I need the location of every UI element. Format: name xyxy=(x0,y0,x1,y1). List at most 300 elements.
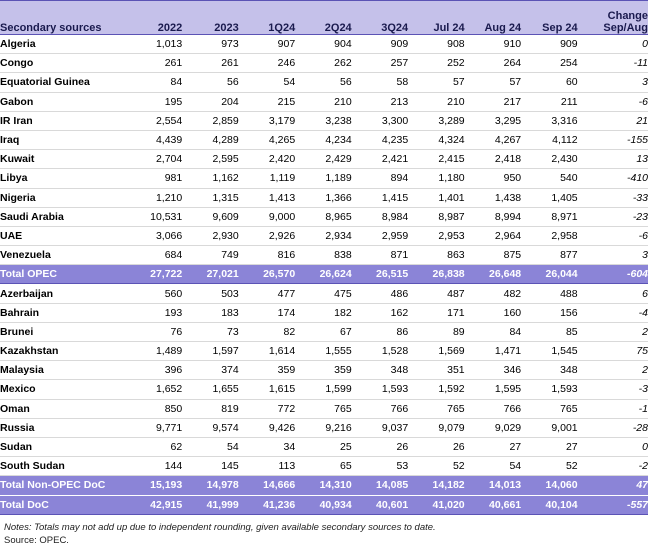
row-name: Oman xyxy=(0,399,126,418)
row-value-0: 3,066 xyxy=(126,226,182,245)
row-value-1: 183 xyxy=(182,303,238,322)
row-name: Algeria xyxy=(0,35,126,54)
row-value-4: 40,601 xyxy=(352,495,408,514)
row-value-3: 65 xyxy=(295,457,351,476)
row-value-3: 1,189 xyxy=(295,169,351,188)
row-value-7: 9,001 xyxy=(521,418,577,437)
row-spacer xyxy=(578,130,589,149)
row-value-1: 145 xyxy=(182,457,238,476)
row-value-2: 9,000 xyxy=(239,207,295,226)
row-change: -410 xyxy=(588,169,648,188)
row-value-3: 4,234 xyxy=(295,130,351,149)
row-value-2: 54 xyxy=(239,73,295,92)
footer-notes: Notes: Totals may not add up due to independent rounding, given available secondary sources to date. xyxy=(4,521,436,533)
row-value-0: 684 xyxy=(126,246,182,265)
row-value-1: 27,021 xyxy=(182,265,238,284)
row-value-6: 8,994 xyxy=(465,207,521,226)
row-value-3: 1,599 xyxy=(295,380,351,399)
row-spacer xyxy=(578,361,589,380)
row-value-0: 62 xyxy=(126,437,182,456)
header-col-aug24: Aug 24 xyxy=(465,1,521,35)
row-spacer xyxy=(578,111,589,130)
row-name: Kazakhstan xyxy=(0,342,126,361)
row-value-0: 850 xyxy=(126,399,182,418)
row-spacer xyxy=(578,35,589,54)
row-value-3: 1,555 xyxy=(295,342,351,361)
row-value-2: 2,926 xyxy=(239,226,295,245)
row-change: 0 xyxy=(588,437,648,456)
row-value-5: 252 xyxy=(408,54,464,73)
row-value-1: 2,595 xyxy=(182,150,238,169)
row-value-0: 84 xyxy=(126,73,182,92)
row-value-4: 894 xyxy=(352,169,408,188)
row-value-2: 215 xyxy=(239,92,295,111)
row-change: -3 xyxy=(588,380,648,399)
row-value-6: 1,595 xyxy=(465,380,521,399)
table-body xyxy=(0,35,648,515)
header-col-2022: 2022 xyxy=(126,1,182,35)
row-name: UAE xyxy=(0,226,126,245)
row-value-1: 2,930 xyxy=(182,226,238,245)
row-value-4: 8,984 xyxy=(352,207,408,226)
row-value-3: 475 xyxy=(295,284,351,303)
row-spacer xyxy=(578,437,589,456)
header-col-1q24: 1Q24 xyxy=(239,1,295,35)
row-value-3: 359 xyxy=(295,361,351,380)
table-row xyxy=(0,246,648,265)
row-value-0: 2,704 xyxy=(126,150,182,169)
row-value-7: 1,405 xyxy=(521,188,577,207)
row-value-3: 210 xyxy=(295,92,351,111)
row-value-4: 4,235 xyxy=(352,130,408,149)
row-value-5: 9,079 xyxy=(408,418,464,437)
row-value-1: 819 xyxy=(182,399,238,418)
row-value-2: 41,236 xyxy=(239,495,295,514)
table-row xyxy=(0,130,648,149)
row-value-0: 4,439 xyxy=(126,130,182,149)
row-value-4: 58 xyxy=(352,73,408,92)
row-value-1: 749 xyxy=(182,246,238,265)
row-value-5: 26,838 xyxy=(408,265,464,284)
row-value-3: 56 xyxy=(295,73,351,92)
row-value-3: 25 xyxy=(295,437,351,456)
row-value-2: 9,426 xyxy=(239,418,295,437)
row-value-4: 162 xyxy=(352,303,408,322)
row-value-6: 40,661 xyxy=(465,495,521,514)
row-value-1: 261 xyxy=(182,54,238,73)
row-spacer xyxy=(578,246,589,265)
table-row xyxy=(0,169,648,188)
table-row xyxy=(0,418,648,437)
row-value-2: 34 xyxy=(239,437,295,456)
row-value-6: 27 xyxy=(465,437,521,456)
row-spacer xyxy=(578,476,589,495)
row-change: 6 xyxy=(588,284,648,303)
row-change: 75 xyxy=(588,342,648,361)
row-value-0: 76 xyxy=(126,322,182,341)
row-value-3: 838 xyxy=(295,246,351,265)
row-spacer xyxy=(578,73,589,92)
header-col-3q24: 3Q24 xyxy=(352,1,408,35)
table-row xyxy=(0,111,648,130)
row-change: -6 xyxy=(588,226,648,245)
row-value-2: 14,666 xyxy=(239,476,295,495)
row-spacer xyxy=(578,418,589,437)
row-value-5: 4,324 xyxy=(408,130,464,149)
table-row xyxy=(0,284,648,303)
table-row xyxy=(0,92,648,111)
row-change: 47 xyxy=(588,476,648,495)
row-value-3: 8,965 xyxy=(295,207,351,226)
table-row xyxy=(0,322,648,341)
header-col-sep24: Sep 24 xyxy=(521,1,577,35)
row-spacer xyxy=(578,207,589,226)
table-row xyxy=(0,361,648,380)
row-value-7: 1,545 xyxy=(521,342,577,361)
row-value-2: 3,179 xyxy=(239,111,295,130)
row-value-1: 374 xyxy=(182,361,238,380)
row-value-5: 2,953 xyxy=(408,226,464,245)
row-name: Malaysia xyxy=(0,361,126,380)
row-value-1: 2,859 xyxy=(182,111,238,130)
row-value-6: 217 xyxy=(465,92,521,111)
row-change: -557 xyxy=(588,495,648,514)
row-value-1: 41,999 xyxy=(182,495,238,514)
row-value-1: 204 xyxy=(182,92,238,111)
row-name: Total OPEC xyxy=(0,265,126,284)
row-value-5: 1,569 xyxy=(408,342,464,361)
table-row xyxy=(0,303,648,322)
row-value-5: 41,020 xyxy=(408,495,464,514)
table-total-row xyxy=(0,265,648,284)
row-spacer xyxy=(578,265,589,284)
row-value-0: 15,193 xyxy=(126,476,182,495)
row-value-1: 1,162 xyxy=(182,169,238,188)
row-value-2: 1,413 xyxy=(239,188,295,207)
row-value-2: 113 xyxy=(239,457,295,476)
row-spacer xyxy=(578,169,589,188)
row-value-7: 60 xyxy=(521,73,577,92)
row-value-5: 52 xyxy=(408,457,464,476)
row-value-0: 2,554 xyxy=(126,111,182,130)
row-value-5: 210 xyxy=(408,92,464,111)
row-spacer xyxy=(578,54,589,73)
row-change: -1 xyxy=(588,399,648,418)
row-value-0: 1,210 xyxy=(126,188,182,207)
row-value-4: 909 xyxy=(352,35,408,54)
row-value-7: 540 xyxy=(521,169,577,188)
row-value-6: 875 xyxy=(465,246,521,265)
row-value-6: 57 xyxy=(465,73,521,92)
row-value-6: 950 xyxy=(465,169,521,188)
row-value-1: 503 xyxy=(182,284,238,303)
table-total-row xyxy=(0,476,648,495)
row-value-2: 359 xyxy=(239,361,295,380)
row-value-3: 2,429 xyxy=(295,150,351,169)
row-value-5: 351 xyxy=(408,361,464,380)
row-value-6: 766 xyxy=(465,399,521,418)
row-value-0: 9,771 xyxy=(126,418,182,437)
row-value-5: 863 xyxy=(408,246,464,265)
table-row xyxy=(0,399,648,418)
row-change: 21 xyxy=(588,111,648,130)
row-value-6: 1,438 xyxy=(465,188,521,207)
table-header xyxy=(0,1,648,35)
table-row xyxy=(0,35,648,54)
row-value-5: 765 xyxy=(408,399,464,418)
row-value-0: 1,652 xyxy=(126,380,182,399)
row-spacer xyxy=(578,284,589,303)
row-value-0: 42,915 xyxy=(126,495,182,514)
row-value-6: 346 xyxy=(465,361,521,380)
header-col-2q24: 2Q24 xyxy=(295,1,351,35)
row-value-4: 9,037 xyxy=(352,418,408,437)
row-spacer xyxy=(578,342,589,361)
row-value-6: 2,418 xyxy=(465,150,521,169)
row-name: Congo xyxy=(0,54,126,73)
row-value-0: 396 xyxy=(126,361,182,380)
row-value-6: 1,471 xyxy=(465,342,521,361)
row-value-6: 264 xyxy=(465,54,521,73)
row-value-7: 26,044 xyxy=(521,265,577,284)
row-value-5: 89 xyxy=(408,322,464,341)
header-change-line1: Change xyxy=(607,10,648,22)
row-value-3: 9,216 xyxy=(295,418,351,437)
row-name: Brunei xyxy=(0,322,126,341)
row-value-4: 26,515 xyxy=(352,265,408,284)
row-value-0: 10,531 xyxy=(126,207,182,226)
row-change: 13 xyxy=(588,150,648,169)
row-value-3: 765 xyxy=(295,399,351,418)
row-spacer xyxy=(578,399,589,418)
row-change: 3 xyxy=(588,73,648,92)
table-footer xyxy=(0,515,648,546)
table-row xyxy=(0,342,648,361)
row-value-6: 9,029 xyxy=(465,418,521,437)
row-value-0: 261 xyxy=(126,54,182,73)
row-value-1: 973 xyxy=(182,35,238,54)
row-spacer xyxy=(578,495,589,514)
row-value-2: 4,265 xyxy=(239,130,295,149)
row-name: Iraq xyxy=(0,130,126,149)
row-value-3: 3,238 xyxy=(295,111,351,130)
row-value-7: 8,971 xyxy=(521,207,577,226)
row-name: Nigeria xyxy=(0,188,126,207)
row-name: Russia xyxy=(0,418,126,437)
row-name: IR Iran xyxy=(0,111,126,130)
row-value-1: 1,597 xyxy=(182,342,238,361)
row-value-7: 2,958 xyxy=(521,226,577,245)
row-value-7: 3,316 xyxy=(521,111,577,130)
row-value-3: 40,934 xyxy=(295,495,351,514)
row-value-7: 156 xyxy=(521,303,577,322)
row-value-6: 160 xyxy=(465,303,521,322)
row-value-6: 26,648 xyxy=(465,265,521,284)
row-value-5: 1,401 xyxy=(408,188,464,207)
row-value-0: 144 xyxy=(126,457,182,476)
row-value-5: 26 xyxy=(408,437,464,456)
row-value-7: 211 xyxy=(521,92,577,111)
row-value-0: 1,489 xyxy=(126,342,182,361)
header-col-change xyxy=(588,1,648,35)
header-col-2023: 2023 xyxy=(182,1,238,35)
row-value-2: 2,420 xyxy=(239,150,295,169)
row-spacer xyxy=(578,226,589,245)
row-value-0: 1,013 xyxy=(126,35,182,54)
row-value-1: 54 xyxy=(182,437,238,456)
row-name: Kuwait xyxy=(0,150,126,169)
table-row xyxy=(0,54,648,73)
row-change: -11 xyxy=(588,54,648,73)
row-value-4: 348 xyxy=(352,361,408,380)
row-spacer xyxy=(578,92,589,111)
row-name: Azerbaijan xyxy=(0,284,126,303)
row-value-5: 2,415 xyxy=(408,150,464,169)
row-value-7: 877 xyxy=(521,246,577,265)
header-col-jul24: Jul 24 xyxy=(408,1,464,35)
row-change: 0 xyxy=(588,35,648,54)
row-value-2: 26,570 xyxy=(239,265,295,284)
row-value-3: 14,310 xyxy=(295,476,351,495)
row-change: -23 xyxy=(588,207,648,226)
row-value-7: 909 xyxy=(521,35,577,54)
row-value-7: 85 xyxy=(521,322,577,341)
row-name: Gabon xyxy=(0,92,126,111)
header-secondary-sources: Secondary sources xyxy=(0,1,126,35)
row-value-5: 14,182 xyxy=(408,476,464,495)
row-value-1: 1,315 xyxy=(182,188,238,207)
row-value-6: 54 xyxy=(465,457,521,476)
row-value-5: 57 xyxy=(408,73,464,92)
row-value-5: 487 xyxy=(408,284,464,303)
row-value-0: 27,722 xyxy=(126,265,182,284)
row-value-1: 73 xyxy=(182,322,238,341)
row-value-2: 1,614 xyxy=(239,342,295,361)
row-value-6: 4,267 xyxy=(465,130,521,149)
header-change-line2: Sep/Aug xyxy=(603,21,648,34)
row-change: 2 xyxy=(588,361,648,380)
table-row xyxy=(0,437,648,456)
row-value-3: 67 xyxy=(295,322,351,341)
row-value-1: 1,655 xyxy=(182,380,238,399)
row-change: -4 xyxy=(588,303,648,322)
row-value-6: 84 xyxy=(465,322,521,341)
row-value-1: 9,609 xyxy=(182,207,238,226)
row-name: Equatorial Guinea xyxy=(0,73,126,92)
row-value-7: 348 xyxy=(521,361,577,380)
row-value-4: 1,528 xyxy=(352,342,408,361)
row-value-6: 3,295 xyxy=(465,111,521,130)
row-value-7: 1,593 xyxy=(521,380,577,399)
row-change: -6 xyxy=(588,92,648,111)
row-value-7: 40,104 xyxy=(521,495,577,514)
row-value-4: 26 xyxy=(352,437,408,456)
table-row xyxy=(0,457,648,476)
row-value-6: 14,013 xyxy=(465,476,521,495)
table-row xyxy=(0,380,648,399)
row-value-4: 86 xyxy=(352,322,408,341)
row-value-0: 193 xyxy=(126,303,182,322)
row-value-3: 904 xyxy=(295,35,351,54)
row-value-3: 262 xyxy=(295,54,351,73)
row-change: -2 xyxy=(588,457,648,476)
row-value-3: 2,934 xyxy=(295,226,351,245)
row-value-7: 4,112 xyxy=(521,130,577,149)
row-change: -604 xyxy=(588,265,648,284)
row-value-2: 816 xyxy=(239,246,295,265)
header-spacer xyxy=(578,1,589,35)
row-change: 3 xyxy=(588,246,648,265)
row-spacer xyxy=(578,188,589,207)
row-value-4: 257 xyxy=(352,54,408,73)
row-value-5: 1,592 xyxy=(408,380,464,399)
row-change: 2 xyxy=(588,322,648,341)
row-value-2: 907 xyxy=(239,35,295,54)
row-value-4: 213 xyxy=(352,92,408,111)
row-spacer xyxy=(578,322,589,341)
row-value-6: 2,964 xyxy=(465,226,521,245)
row-value-3: 1,366 xyxy=(295,188,351,207)
row-value-6: 482 xyxy=(465,284,521,303)
row-value-2: 1,119 xyxy=(239,169,295,188)
row-value-2: 246 xyxy=(239,54,295,73)
row-name: Saudi Arabia xyxy=(0,207,126,226)
row-name: Bahrain xyxy=(0,303,126,322)
row-value-1: 56 xyxy=(182,73,238,92)
row-value-4: 486 xyxy=(352,284,408,303)
row-change: -33 xyxy=(588,188,648,207)
row-value-4: 3,300 xyxy=(352,111,408,130)
table-row xyxy=(0,73,648,92)
row-spacer xyxy=(578,457,589,476)
row-value-4: 871 xyxy=(352,246,408,265)
table-row xyxy=(0,188,648,207)
row-value-3: 182 xyxy=(295,303,351,322)
row-spacer xyxy=(578,150,589,169)
row-value-5: 3,289 xyxy=(408,111,464,130)
row-value-7: 2,430 xyxy=(521,150,577,169)
row-value-1: 4,289 xyxy=(182,130,238,149)
table-row xyxy=(0,207,648,226)
row-value-2: 772 xyxy=(239,399,295,418)
row-value-4: 1,593 xyxy=(352,380,408,399)
footer-source: Source: OPEC. xyxy=(4,534,69,546)
row-value-0: 981 xyxy=(126,169,182,188)
row-value-7: 254 xyxy=(521,54,577,73)
row-name: Total DoC xyxy=(0,495,126,514)
row-value-7: 52 xyxy=(521,457,577,476)
row-spacer xyxy=(578,380,589,399)
row-value-5: 8,987 xyxy=(408,207,464,226)
row-value-3: 26,624 xyxy=(295,265,351,284)
row-value-4: 2,421 xyxy=(352,150,408,169)
row-value-4: 53 xyxy=(352,457,408,476)
row-value-2: 1,615 xyxy=(239,380,295,399)
table-total-row xyxy=(0,495,648,514)
row-change: -28 xyxy=(588,418,648,437)
row-value-1: 9,574 xyxy=(182,418,238,437)
row-value-7: 27 xyxy=(521,437,577,456)
row-name: Venezuela xyxy=(0,246,126,265)
table-row xyxy=(0,150,648,169)
row-value-2: 82 xyxy=(239,322,295,341)
row-value-4: 1,415 xyxy=(352,188,408,207)
row-value-1: 14,978 xyxy=(182,476,238,495)
row-value-4: 2,959 xyxy=(352,226,408,245)
row-name: South Sudan xyxy=(0,457,126,476)
row-spacer xyxy=(578,303,589,322)
row-value-5: 908 xyxy=(408,35,464,54)
